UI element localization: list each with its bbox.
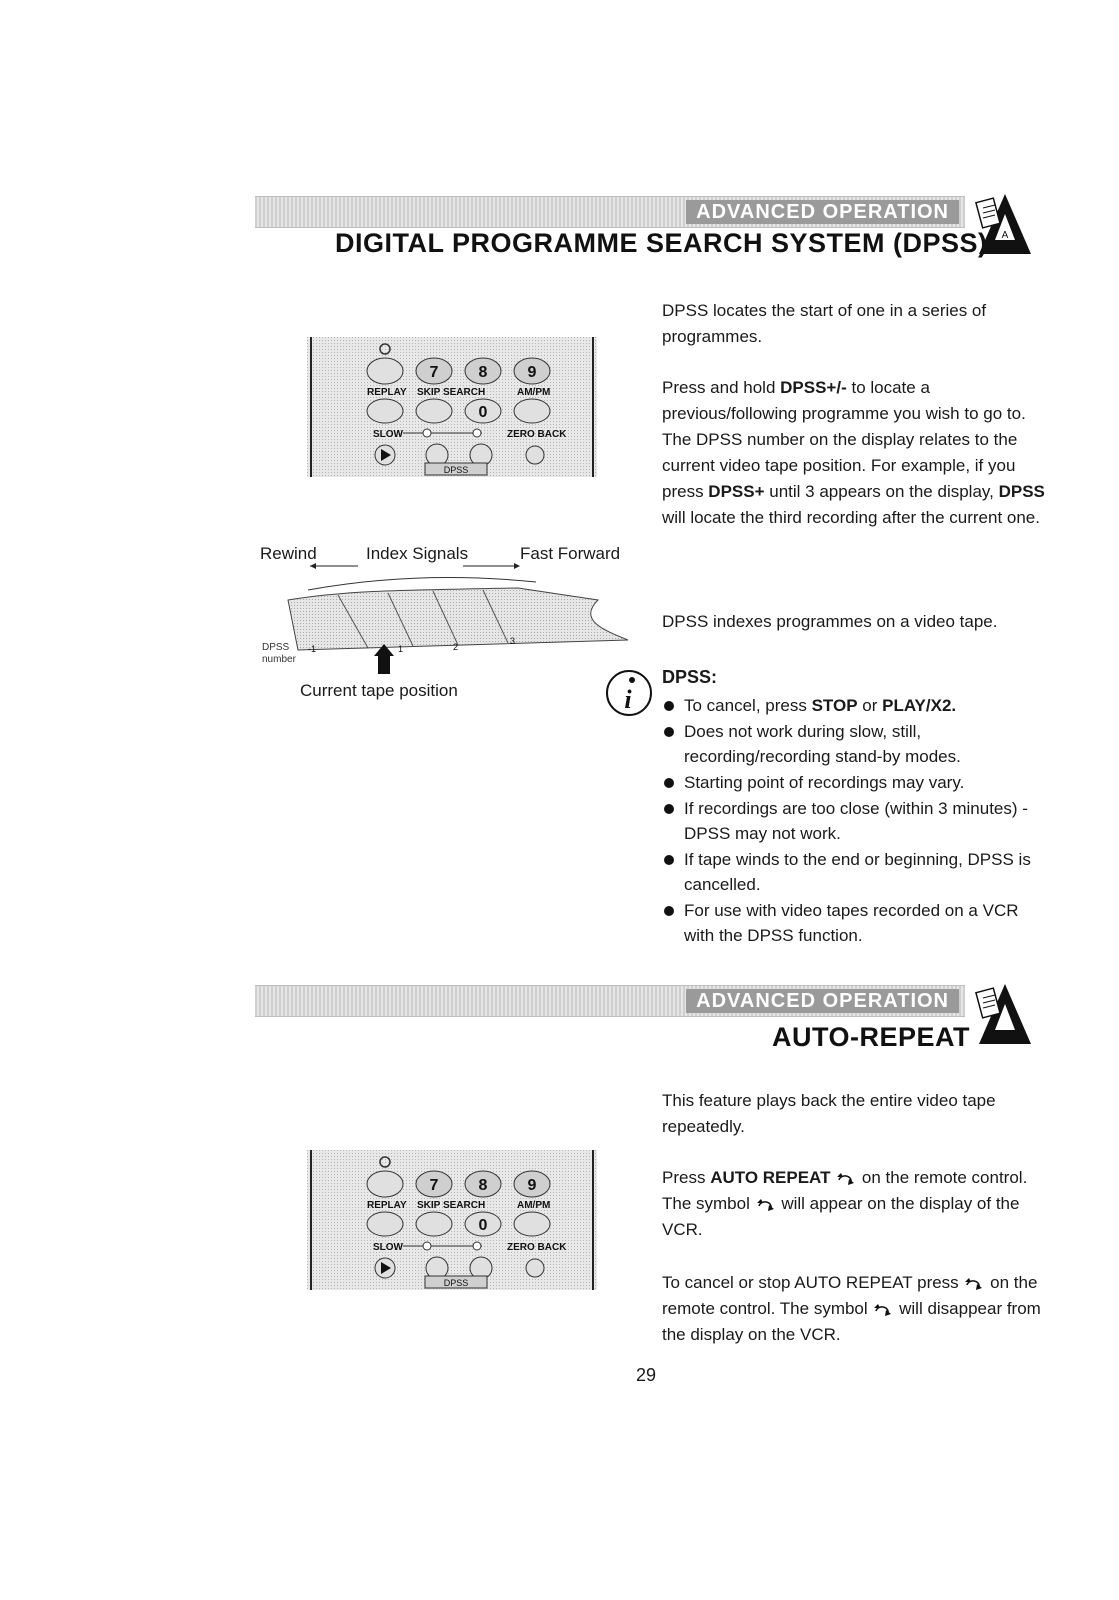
label-replay: REPLAY — [367, 1200, 407, 1211]
tape-diagram — [258, 560, 648, 680]
section1-title: DIGITAL PROGRAMME SEARCH SYSTEM (DPSS) — [335, 228, 988, 258]
key-8: 8 — [478, 1177, 488, 1194]
repeat-icon — [872, 1302, 894, 1318]
p3-pre: The DPSS number on the display relates to the current video tape position. For example, if you press — [662, 430, 1018, 501]
p2-post: to locate a previous/following programme you wish to go to. — [662, 378, 1026, 423]
rewind-label: Rewind — [260, 544, 317, 563]
p3-mid: until 3 appears on the display, — [764, 482, 999, 501]
label-skip-search: SKIP SEARCH — [417, 1200, 486, 1211]
p-dpss-number — [662, 427, 1052, 531]
section2-banner-strip — [255, 985, 965, 1017]
p-press-hold — [662, 375, 1052, 427]
note-item: If tape winds to the end or beginning, DPSS is cancelled. — [662, 847, 1052, 897]
ar-p3-post: will disappear from the display on the VCR. — [662, 1299, 1041, 1344]
label-zero-back: ZERO BACK — [507, 1242, 567, 1253]
label-dpss: DPSS — [443, 465, 469, 475]
repeat-icon — [963, 1276, 985, 1292]
note-item: For use with video tapes recorded on a VCR with the DPSS function. — [662, 898, 1052, 948]
note-item: Does not work during slow, still, recording/recording stand-by modes. — [662, 719, 1052, 769]
section2-banner-label: ADVANCED OPERATION — [686, 989, 959, 1013]
p3-bold1: DPSS+ — [708, 482, 765, 501]
advanced-operation-badge-icon — [975, 980, 1035, 1050]
key-0: 0 — [478, 404, 488, 421]
dpss-notes-list — [662, 693, 1052, 949]
p2-bold: DPSS+/- — [780, 378, 847, 397]
p-dpss-locates: DPSS locates the start of one in a series of programmes. — [662, 301, 987, 346]
repeat-icon — [755, 1197, 777, 1213]
dpss-number-label: DPSS number — [262, 642, 296, 665]
n1-b2: PLAY/X2. — [882, 696, 957, 715]
fast-forward-label: Fast Forward — [520, 544, 621, 563]
page-number: 29 — [636, 1365, 657, 1385]
label-skip-search: SKIP SEARCH — [417, 387, 486, 398]
label-slow: SLOW — [373, 429, 403, 440]
section2-title: AUTO-REPEAT — [772, 1022, 971, 1052]
p-feature: This feature plays back the entire video tape repeatedly. — [662, 1091, 996, 1136]
label-am-pm: AM/PM — [517, 1200, 551, 1211]
key-9: 9 — [527, 364, 537, 381]
ar-p3-pre: To cancel or stop AUTO REPEAT press — [662, 1273, 964, 1292]
auto-repeat-press — [662, 1165, 1052, 1243]
index-signals-label: Index Signals — [366, 544, 469, 563]
label-slow: SLOW — [373, 1242, 403, 1253]
ar-p2-post: will appear on the display of the VCR. — [662, 1194, 1020, 1239]
badge-letter: A — [1001, 230, 1009, 241]
dpss-description — [662, 298, 1052, 350]
mark-2: 2 — [453, 642, 459, 652]
auto-repeat-description — [662, 1088, 1052, 1140]
p-press-auto-repeat — [662, 1165, 1052, 1243]
ar-p3-mid: on the remote control. The symbol — [662, 1273, 1038, 1318]
p-dpss-indexes: DPSS indexes programmes on a video tape. — [662, 612, 998, 631]
repeat-icon — [835, 1171, 857, 1187]
n1-b1: STOP — [811, 696, 858, 715]
p3-bold2: DPSS — [998, 482, 1045, 501]
mark-1: 1 — [398, 644, 404, 654]
n1-mid: or — [857, 696, 883, 715]
note-item: If recordings are too close (within 3 minutes) - DPSS may not work. — [662, 796, 1052, 846]
remote-control-illustration — [307, 1150, 597, 1290]
key-7: 7 — [429, 364, 439, 381]
mark-minus-1: -1 — [308, 644, 317, 654]
dpss-instructions — [662, 375, 1052, 531]
note-item: Starting point of recordings may vary. — [662, 770, 1052, 795]
p2-pre: Press and hold — [662, 378, 781, 397]
key-0: 0 — [478, 1217, 488, 1234]
ar-p2-bold: AUTO REPEAT — [710, 1168, 831, 1187]
remote-control-illustration — [307, 337, 597, 477]
label-replay: REPLAY — [367, 387, 407, 398]
label-dpss: DPSS — [443, 1278, 469, 1288]
key-9: 9 — [527, 1177, 537, 1194]
label-zero-back: ZERO BACK — [507, 429, 567, 440]
p3-post: will locate the third recording after the current one. — [662, 508, 1040, 527]
note-item — [662, 693, 1052, 718]
current-tape-position-label: Current tape position — [300, 681, 458, 700]
mark-3: 3 — [510, 636, 516, 646]
label-am-pm: AM/PM — [517, 387, 551, 398]
svg-text:i: i — [624, 685, 632, 714]
note-title: DPSS: — [662, 667, 718, 687]
key-8: 8 — [478, 364, 488, 381]
section1-banner-label: ADVANCED OPERATION — [686, 200, 959, 224]
key-7: 7 — [429, 1177, 439, 1194]
info-icon — [604, 668, 654, 718]
dpss-indexes — [662, 609, 1052, 635]
ar-p2-mid: on the remote control. The symbol — [662, 1168, 1028, 1213]
section1-banner-strip — [255, 196, 965, 228]
p-cancel-auto-repeat — [662, 1270, 1052, 1348]
auto-repeat-cancel — [662, 1270, 1052, 1348]
ar-p2-pre: Press — [662, 1168, 711, 1187]
n1-pre: To cancel, press — [684, 696, 812, 715]
